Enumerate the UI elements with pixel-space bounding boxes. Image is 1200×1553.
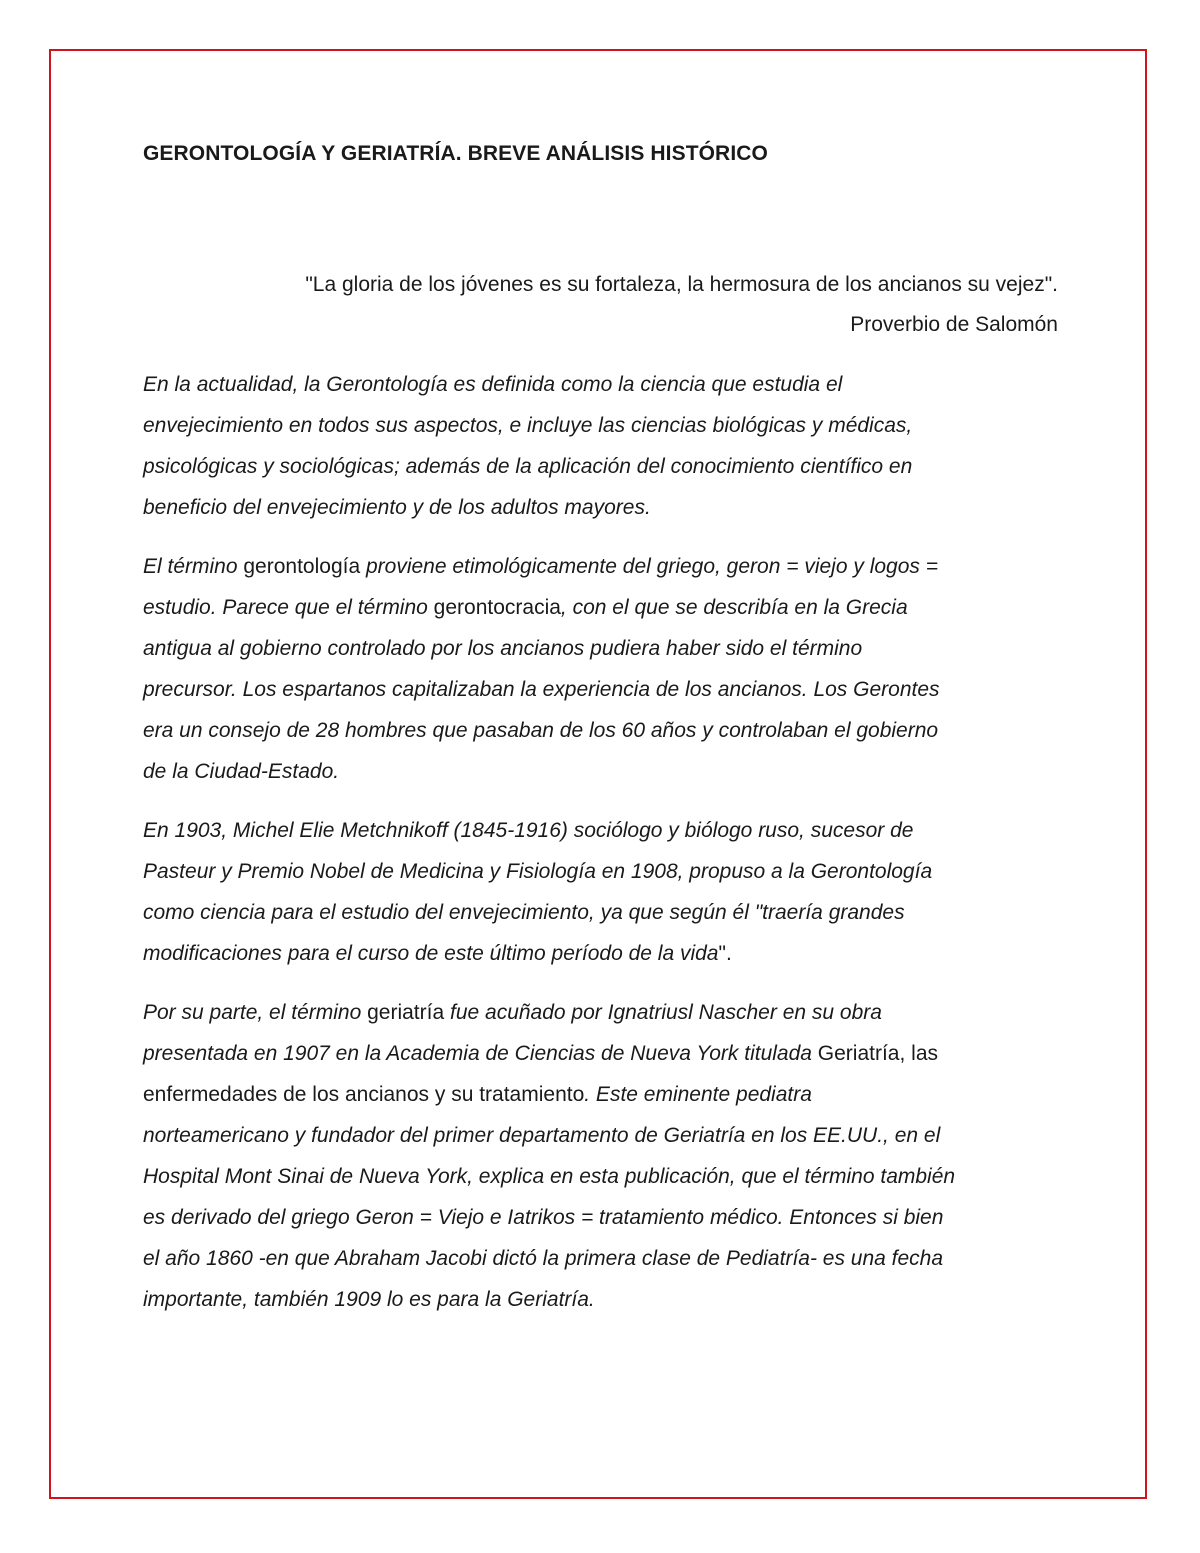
text-line: importante, también 1909 lo es para la Geriatría.	[143, 1288, 595, 1311]
text-line	[143, 1033, 1073, 1074]
text-line: En 1903, Michel Elie Metchnikoff (1845-1916) sociólogo y biólogo ruso, sucesor de	[143, 819, 914, 842]
text-line: precursor. Los espartanos capitalizaban la experiencia de los ancianos. Los Gerontes	[143, 678, 940, 701]
text-run: El término	[143, 555, 244, 578]
text-line: En la actualidad, la Gerontología es definida como la ciencia que estudia el	[143, 373, 843, 396]
text-run: modificaciones para el curso de este último período de la vida	[143, 942, 719, 965]
text-line: psicológicas y sociológicas; además de la aplicación del conocimiento científico en	[143, 455, 913, 478]
text-run: Por su parte, el término	[143, 1001, 368, 1024]
paragraph-4	[143, 992, 1073, 1320]
text-run: proviene etimológicamente del griego, geron = viejo y logos =	[360, 555, 938, 578]
text-line: de la Ciudad-Estado.	[143, 760, 340, 783]
paragraph-3	[143, 810, 1073, 974]
text-line: como ciencia para el estudio del envejecimiento, ya que según él "traería grandes	[143, 901, 905, 924]
document-body	[143, 364, 1073, 1338]
text-run: ".	[718, 942, 732, 965]
epigraph-quote: "La gloria de los jóvenes es su fortaleza, la hermosura de los ancianos su vejez".	[305, 273, 1058, 296]
text-run: estudio. Parece que el término	[143, 596, 434, 619]
text-line: Hospital Mont Sinai de Nueva York, explica en esta publicación, que el término también	[143, 1165, 956, 1188]
epigraph-attribution: Proverbio de Salomón	[850, 313, 1058, 336]
text-run: fue acuñado por Ignatriusl Nascher en su obra	[444, 1001, 882, 1024]
paragraph-1	[143, 364, 1073, 528]
text-line	[143, 1074, 1073, 1115]
text-line: beneficio del envejecimiento y de los adultos mayores.	[143, 496, 651, 519]
term-gerontologia: gerontología	[243, 555, 361, 578]
text-line: es derivado del griego Geron = Viejo e Iatrikos = tratamiento médico. Entonces si bien	[143, 1206, 944, 1229]
text-line	[143, 992, 1073, 1033]
text-line	[143, 587, 1073, 628]
text-line: antigua al gobierno controlado por los ancianos pudiera haber sido el término	[143, 637, 863, 660]
epigraph	[140, 265, 1058, 345]
book-title: Geriatría, las	[817, 1042, 939, 1065]
text-line	[143, 546, 1073, 587]
text-line: envejecimiento en todos sus aspectos, e incluye las ciencias biológicas y médicas,	[143, 414, 913, 437]
text-line: el año 1860 -en que Abraham Jacobi dictó la primera clase de Pediatría- es una fecha	[143, 1247, 944, 1270]
term-geriatria: geriatría	[367, 1001, 445, 1024]
text-line: Pasteur y Premio Nobel de Medicina y Fisiología en 1908, propuso a la Gerontología	[143, 860, 933, 883]
document-title: GERONTOLOGÍA Y GERIATRÍA. BREVE ANÁLISIS HISTÓRICO	[143, 142, 768, 165]
book-title-continued: enfermedades de los ancianos y su tratamiento	[143, 1083, 585, 1106]
term-gerontocracia: gerontocracia	[433, 596, 561, 619]
text-line	[143, 933, 1073, 974]
text-line: era un consejo de 28 hombres que pasaban de los 60 años y controlaban el gobierno	[143, 719, 939, 742]
text-run: presentada en 1907 en la Academia de Ciencias de Nueva York titulada	[143, 1042, 818, 1065]
text-line: norteamericano y fundador del primer departamento de Geriatría en los EE.UU., en el	[143, 1124, 941, 1147]
paragraph-2	[143, 546, 1073, 792]
text-run: . Este eminente pediatra	[584, 1083, 812, 1106]
text-run: , con el que se describía en la Grecia	[560, 596, 908, 619]
